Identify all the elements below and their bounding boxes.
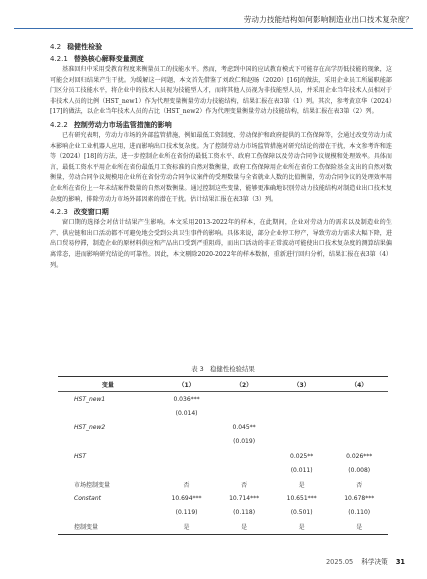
table-cell: 是 bbox=[158, 520, 216, 535]
table-cell: 是 bbox=[273, 520, 331, 535]
body-paragraph: 基准回归中采用受教育程度来衡量员工的技能水平。然而，考虑到中国的应试教育模式下可能存在高学历低技能的现象，这可能会对回归结果产生干扰。为缓解这一问题，本文首先借鉴了刘政仁和赵旸（2020）[16]的做法，采用企业员工所属职能部门区分员工技能水平，将企业中的技术人员视为技能型人才，而将其他人员视为非技能型人员，并采用企业当年技术人员相对于非技术人员的比例（HST_new1）作为代理变量衡量劳动力技能结构，结果汇报在表3第（1）列。其次，参考黄京华（2024）[17]的做法，以企业当年技术人员的占比（HST_new2）作为代理变量衡量劳动力技能结构，结果汇报在表3第（2）列。 bbox=[50, 66, 392, 116]
article-body bbox=[50, 40, 392, 271]
table-cell: 10.714*** bbox=[229, 495, 260, 503]
table-cell bbox=[158, 421, 216, 435]
section-heading bbox=[50, 207, 392, 217]
table-cell: 否 bbox=[183, 481, 190, 489]
column-header: （2） bbox=[215, 377, 273, 392]
table-cell bbox=[273, 435, 331, 449]
section-title: 控制劳动力市场监管措施的影响 bbox=[73, 119, 172, 129]
table-row bbox=[58, 449, 388, 463]
section-number: 4.2.3 bbox=[50, 208, 68, 217]
row-label: 控制变量 bbox=[58, 520, 158, 535]
table-row bbox=[58, 506, 388, 520]
row-label bbox=[58, 506, 158, 520]
row-label: HST bbox=[74, 452, 86, 460]
table-row bbox=[58, 477, 388, 491]
table-row bbox=[58, 463, 388, 477]
row-label: HST_new1 bbox=[74, 395, 106, 403]
table-cell: 否 bbox=[356, 481, 363, 489]
page-header bbox=[0, 0, 427, 31]
table-cell bbox=[273, 406, 331, 420]
table-cell bbox=[273, 421, 331, 435]
table-cell bbox=[330, 392, 388, 407]
table-row bbox=[58, 520, 388, 535]
column-header: 变量 bbox=[58, 377, 158, 392]
table-header-row bbox=[58, 377, 388, 392]
section-heading bbox=[50, 120, 392, 130]
table-cell: 是 bbox=[298, 481, 305, 489]
table-cell: (0.014) bbox=[175, 409, 198, 417]
table-cell bbox=[273, 392, 331, 407]
section-number: 4.2.2 bbox=[50, 120, 68, 129]
column-header: （4） bbox=[330, 377, 388, 392]
table-cell bbox=[158, 449, 216, 463]
page-number: 31 bbox=[395, 558, 405, 566]
table-row bbox=[58, 435, 388, 449]
section-title: 改变窗口期 bbox=[73, 207, 109, 217]
table-cell: (0.008) bbox=[348, 466, 371, 474]
table-cell: (0.011) bbox=[290, 466, 313, 474]
table-cell bbox=[158, 435, 216, 449]
table-caption: 表 3 稳健性检验结果 bbox=[191, 365, 255, 373]
table-cell: 10.694*** bbox=[171, 495, 202, 503]
table-cell: (0.118) bbox=[233, 509, 256, 517]
issue-date: 2025.05 bbox=[325, 558, 354, 566]
body-paragraph: 窗口期的选择会对估计结果产生影响。本文采用2013-2022年的样本，在此期间，企业对劳动力的需求以及制造业的生产、供应链和出口活动都不可避免地会受到公共卫生事件的影响。具体来说，部分企业停工停产，导致劳动力需求大幅下降，进出口贸易停滞，制造企业的原材料供应和产品出口受到严重阻碍，而出口活动的非正常波动可能使出口技术复杂度的测算结果偏离常态，进而影响研究结论的可靠性。因此，本文剔除2020-2022年的样本数据，重新进行回归分析，结果汇报在表3第（4）列。 bbox=[50, 219, 392, 269]
header-divider bbox=[14, 28, 413, 29]
page-footer bbox=[326, 556, 405, 566]
body-paragraph: 已有研究表明，劳动力市场的外部监管措施，例如最低工资制度、劳动保护和政府提供的工伤保障等，会通过改变劳动力成本影响企业工业机器人应用，进而影响出口技术复杂度。为了控制劳动力市场监管措施对研究结论的潜在干扰，本文参考许和连等（2024）[18]的方法，进一步控制企业所在省份的最低工资水平、政府工伤保障以及劳动合同争议规模和处理效率。具体而言，最低工资水平用企业所在省份最低月工资标准的自然对数衡量，政府工伤保障用企业所在省份工伤保险基金支出的自然对数衡量，劳动合同争议规模用企业所在省份劳动合同争议案件的受理数量与全省就业人数的比值衡量，劳动合同争议的处理效率用企业所在省份上一年未结案件数量的自然对数衡量。通过控制这些变量，能够更准确地识别劳动力技能结构对制造业出口技术复杂度的影响，排除劳动力市场外部因素的潜在干扰。估计结果汇报在表3第（3）列。 bbox=[50, 131, 392, 203]
section-heading bbox=[50, 42, 392, 52]
table-cell bbox=[330, 421, 388, 435]
table-cell: 0.026*** bbox=[346, 452, 373, 460]
table-cell bbox=[158, 463, 216, 477]
table-cell bbox=[215, 463, 273, 477]
section-number: 4.2.1 bbox=[50, 55, 68, 63]
section-number: 4.2 bbox=[50, 43, 62, 51]
table-row bbox=[58, 392, 388, 407]
table-row bbox=[58, 421, 388, 435]
table-cell: 10.651*** bbox=[286, 495, 317, 503]
table-cell: 0.025** bbox=[290, 452, 314, 460]
table-cell: (0.110) bbox=[348, 509, 371, 517]
robustness-table bbox=[58, 376, 388, 535]
table-cell: (0.019) bbox=[233, 438, 256, 446]
robustness-table-section bbox=[58, 362, 388, 535]
section-title: 稳健性检验 bbox=[67, 42, 103, 51]
column-header: （3） bbox=[273, 377, 331, 392]
running-title: 劳动力技能结构如何影响制造业出口技术复杂度？ bbox=[243, 15, 413, 24]
table-cell: 0.036*** bbox=[173, 395, 200, 403]
table-row bbox=[58, 406, 388, 420]
table-cell: 0.045** bbox=[232, 424, 256, 432]
row-label bbox=[58, 463, 158, 477]
table-cell: (0.501) bbox=[290, 509, 313, 517]
table-cell: 10.678*** bbox=[344, 495, 375, 503]
table-cell bbox=[215, 406, 273, 420]
section-title: 替换核心解释变量测度 bbox=[73, 54, 144, 63]
row-label: HST_new2 bbox=[74, 424, 106, 432]
section-heading bbox=[50, 54, 392, 64]
table-cell: 是 bbox=[215, 520, 273, 535]
row-label: 市场控制变量 bbox=[74, 481, 111, 489]
row-label: Constant bbox=[74, 495, 101, 503]
row-label bbox=[58, 406, 158, 420]
table-cell: (0.119) bbox=[175, 509, 198, 517]
column-header: （1） bbox=[158, 377, 216, 392]
table-cell bbox=[215, 392, 273, 407]
table-row bbox=[58, 492, 388, 506]
table-cell bbox=[215, 449, 273, 463]
table-cell bbox=[330, 435, 388, 449]
table-cell bbox=[330, 406, 388, 420]
magazine-name: 科学决策 bbox=[361, 558, 388, 566]
table-cell: 是 bbox=[330, 520, 388, 535]
row-label bbox=[58, 435, 158, 449]
table-cell: 否 bbox=[241, 481, 248, 489]
table-body bbox=[58, 392, 388, 535]
